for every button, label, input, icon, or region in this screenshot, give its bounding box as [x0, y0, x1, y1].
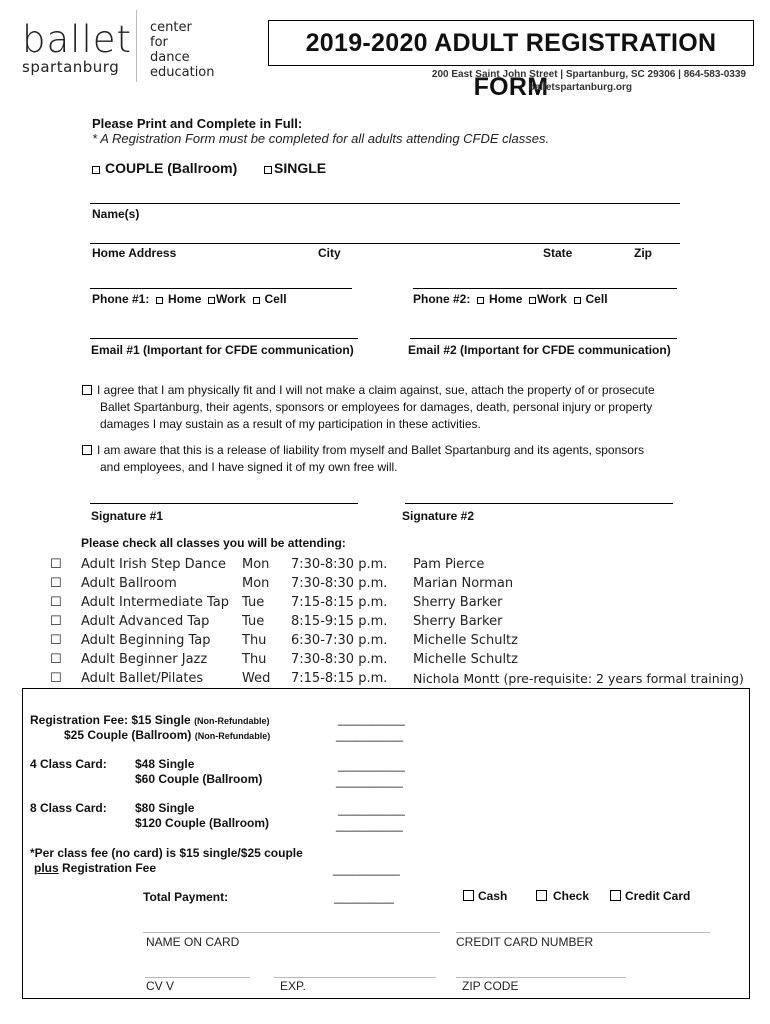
class-time: 7:30-8:30 p.m. [291, 557, 388, 572]
registration-fee-couple: $25 Couple (Ballroom) (Non-Refundable) [64, 728, 271, 742]
zip-code-label: ZIP CODE [462, 979, 519, 993]
names-line[interactable] [90, 203, 680, 204]
intro-heading: Please Print and Complete in Full: [92, 116, 303, 131]
class-name: Adult Advanced Tap [81, 614, 210, 629]
class-time: 7:15-8:15 p.m. [291, 595, 388, 610]
class-name: Adult Beginning Tap [81, 633, 211, 648]
class-teacher: Marian Norman [413, 576, 514, 591]
email2-label: Email #2 (Important for CFDE communication) [408, 343, 671, 357]
waiver-liability: I am aware that this is a release of liability from myself and Ballet Spartanburg and its agents, sponsors and employees, and I have signed it of my own free will. [82, 442, 722, 476]
exp-line[interactable] [274, 977, 436, 978]
class-day: Thu [242, 652, 267, 667]
email1-label: Email #1 (Important for CFDE communication) [91, 343, 354, 357]
card8-label: 8 Class Card: [30, 801, 107, 815]
form-title: 2019-2020 ADULT REGISTRATION FORM [268, 20, 754, 66]
class-time: 7:30-8:30 p.m. [291, 576, 388, 591]
cvv-label: CV V [146, 979, 175, 993]
class-checkbox[interactable]: ☐ [50, 595, 62, 610]
checkbox-couple[interactable] [92, 166, 100, 174]
class-time: 6:30-7:30 p.m. [291, 633, 388, 648]
class-day: Mon [242, 557, 270, 572]
cash-checkbox[interactable] [463, 890, 474, 901]
payment-credit-card[interactable]: Credit Card [610, 889, 690, 903]
class-day: Wed [242, 671, 271, 686]
phone1-cell-checkbox[interactable] [253, 297, 260, 304]
option-single[interactable]: SINGLE [264, 160, 326, 176]
zip-code-line[interactable] [456, 977, 626, 978]
per-class-plus: plus Registration Fee [34, 861, 157, 875]
signature1-label: Signature #1 [91, 509, 164, 523]
class-teacher: Michelle Schultz [413, 633, 518, 648]
reg-couple-blank[interactable]: __________ [336, 728, 403, 742]
exp-label: EXP. [280, 979, 306, 993]
per-class-fee: *Per class fee (no card) is $15 single/$25 couple [30, 846, 303, 860]
class-checkbox[interactable]: ☐ [50, 652, 62, 667]
class-checkbox[interactable]: ☐ [50, 576, 62, 591]
signature2-line[interactable] [405, 503, 673, 504]
card8-couple-blank[interactable]: __________ [336, 818, 403, 832]
phone2-group: Phone #2: Home Work Cell [413, 292, 608, 306]
state-label: State [543, 246, 573, 260]
card8-couple: $120 Couple (Ballroom) [135, 816, 270, 830]
class-name: Adult Beginner Jazz [81, 652, 208, 667]
logo-cfde: center for dance education [150, 20, 215, 80]
card8-single-blank[interactable]: __________ [338, 802, 405, 816]
phone1-home-checkbox[interactable] [156, 297, 163, 304]
signature2-label: Signature #2 [402, 509, 475, 523]
logo-ballet: ballet [22, 18, 132, 61]
email1-line[interactable] [90, 338, 358, 339]
card4-couple-blank[interactable]: __________ [336, 774, 403, 788]
class-day: Mon [242, 576, 270, 591]
class-time: 7:15-8:15 p.m. [291, 671, 388, 686]
total-payment-blank[interactable]: _________ [334, 890, 395, 904]
cvv-line[interactable] [145, 977, 250, 978]
city-label: City [318, 246, 341, 260]
name-on-card-label: NAME ON CARD [146, 935, 240, 949]
per-class-blank[interactable]: __________ [333, 862, 400, 876]
option-couple[interactable]: COUPLE (Ballroom) [92, 160, 237, 176]
card8-single: $80 Single [135, 801, 195, 815]
phone2-cell-checkbox[interactable] [574, 297, 581, 304]
address-line-input[interactable] [90, 243, 680, 244]
check-checkbox[interactable] [536, 890, 547, 901]
registration-fee-single: Registration Fee: $15 Single (Non-Refundable) [30, 713, 270, 727]
class-teacher: Sherry Barker [413, 614, 503, 629]
website: balletspartanburg.org [528, 82, 632, 93]
phone2-line[interactable] [413, 288, 677, 289]
card-number-line[interactable] [456, 932, 710, 933]
card4-couple: $60 Couple (Ballroom) [135, 772, 263, 786]
payment-check[interactable]: Check [536, 889, 589, 903]
class-time: 7:30-8:30 p.m. [291, 652, 388, 667]
checkbox-single[interactable] [264, 166, 272, 174]
class-name: Adult Ballroom [81, 576, 177, 591]
reg-single-blank[interactable]: __________ [338, 712, 405, 726]
card4-single: $48 Single [135, 757, 195, 771]
phone2-work-checkbox[interactable] [529, 297, 536, 304]
credit-card-checkbox[interactable] [610, 890, 621, 901]
home-address-label: Home Address [92, 246, 177, 260]
phone1-line[interactable] [90, 288, 352, 289]
class-teacher: Pam Pierce [413, 557, 485, 572]
class-teacher: Sherry Barker [413, 595, 503, 610]
class-checkbox[interactable]: ☐ [50, 671, 62, 686]
phone2-home-checkbox[interactable] [477, 297, 484, 304]
address-line: 200 East Saint John Street | Spartanburg, SC 29306 | 864-583-0339 [431, 69, 746, 80]
class-day: Tue [242, 614, 265, 629]
class-time: 8:15-9:15 p.m. [291, 614, 388, 629]
classes-heading: Please check all classes you will be attending: [81, 536, 346, 550]
phone1-group: Phone #1: Home Work Cell [92, 292, 287, 306]
class-teacher: Michelle Schultz [413, 652, 518, 667]
payment-cash[interactable]: Cash [463, 889, 507, 903]
logo-spartanburg: spartanburg [22, 58, 120, 76]
class-name: Adult Irish Step Dance [81, 557, 227, 572]
zip-label: Zip [634, 246, 652, 260]
class-day: Thu [242, 633, 267, 648]
intro-note: * A Registration Form must be completed for all adults attending CFDE classes. [92, 131, 550, 146]
total-payment-label: Total Payment: [143, 890, 229, 904]
card4-label: 4 Class Card: [30, 757, 107, 771]
card-number-label: CREDIT CARD NUMBER [456, 935, 594, 949]
class-name: Adult Ballet/Pilates [81, 671, 204, 686]
waiver1-checkbox[interactable] [82, 385, 92, 395]
waiver2-checkbox[interactable] [82, 445, 92, 455]
logo-divider [136, 10, 137, 82]
class-name: Adult Intermediate Tap [81, 595, 230, 610]
signature1-line[interactable] [90, 503, 358, 504]
class-day: Tue [242, 595, 265, 610]
card4-single-blank[interactable]: __________ [338, 758, 405, 772]
class-teacher: Nichola Montt (pre-requisite: 2 years formal training) [413, 671, 744, 686]
names-label: Name(s) [92, 207, 140, 221]
waiver-physical-fitness: I agree that I am physically fit and I will not make a claim against, sue, attach the property of or prosecute Ballet Spartanburg, their agents, sponsors or employees for damages, death, personal injury or property damages I may sustain as a result of my participation in these activities. [82, 382, 722, 433]
class-checkbox[interactable]: ☐ [50, 557, 62, 572]
phone1-work-checkbox[interactable] [208, 297, 215, 304]
class-checkbox[interactable]: ☐ [50, 633, 62, 648]
class-checkbox[interactable]: ☐ [50, 614, 62, 629]
email2-line[interactable] [410, 338, 677, 339]
name-on-card-line[interactable] [143, 932, 440, 933]
